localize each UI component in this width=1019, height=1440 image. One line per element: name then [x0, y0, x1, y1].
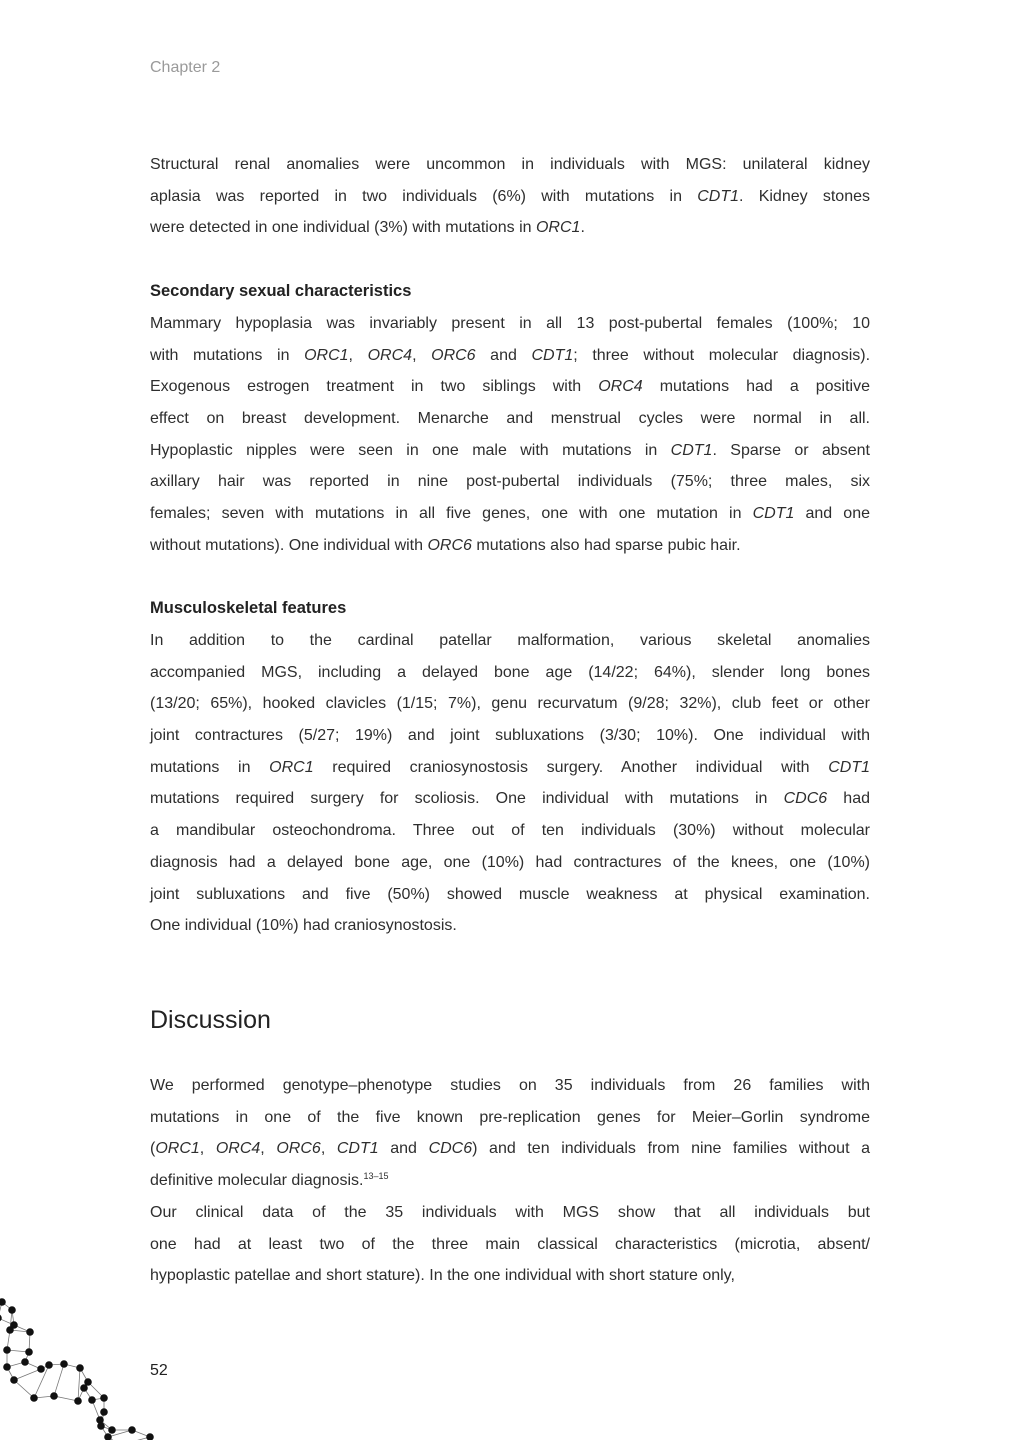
citation-reference: 13–15 — [363, 1171, 389, 1182]
gene-name: CDC6 — [783, 790, 828, 808]
text-line — [150, 403, 870, 435]
text-line — [150, 371, 870, 403]
text-run: mutations had a positive — [642, 378, 870, 396]
text-run: and one — [794, 505, 871, 523]
text-run: without mutations). One individual with — [150, 536, 428, 554]
text-run: Structural renal anomalies were uncommon in individuals with MGS: unilateral kidney — [150, 156, 870, 173]
page-number: 52 — [150, 1362, 168, 1379]
text-run: ) and ten individuals from nine families without a — [472, 1140, 871, 1158]
text-run: a mandibular osteochondroma. Three out of ten individuals (30%) without molecular — [150, 822, 870, 840]
text-run: hypoplastic patellae and short stature). In the one individual with short stature only, — [150, 1267, 735, 1285]
text-run: axillary hair was reported in nine post-pubertal individuals (75%; three males, six — [150, 473, 870, 491]
text-line — [150, 149, 870, 181]
text-line — [150, 1133, 870, 1165]
text-line — [150, 1197, 870, 1229]
paragraph-discussion-1 — [150, 1070, 870, 1197]
text-run: One individual (10%) had craniosynostosis. — [150, 917, 457, 935]
gene-name: CDT1 — [752, 505, 795, 523]
text-run: . Sparse or absent — [712, 441, 870, 459]
text-run: required craniosynostosis surgery. Another individual with — [313, 758, 829, 776]
paragraph-secondary-sexual — [150, 308, 870, 562]
text-run: one had at least two of the three main classical characteristics (microtia, absent/ — [150, 1235, 870, 1253]
text-run: ; three without molecular diagnosis). — [573, 346, 871, 364]
text-line — [150, 847, 870, 879]
text-run: mutations required surgery for scoliosis. One individual with mutations in — [150, 790, 784, 808]
gene-name: CDC6 — [428, 1140, 473, 1158]
gene-name: ORC1 — [269, 758, 314, 776]
text-run: Our clinical data of the 35 individuals with MGS show that all individuals but — [150, 1204, 870, 1221]
gene-name: ORC6 — [431, 346, 476, 364]
text-line — [150, 1229, 870, 1261]
text-run: joint contractures (5/27; 19%) and joint subluxations (3/30; 10%). One individual with — [150, 727, 870, 745]
text-run: , — [348, 346, 368, 364]
gene-name: ORC4 — [367, 346, 413, 364]
text-line — [150, 340, 870, 372]
text-run: definitive molecular diagnosis. — [150, 1172, 364, 1190]
text-line — [150, 1260, 870, 1292]
text-line — [150, 466, 870, 498]
gene-name: ORC6 — [427, 536, 472, 554]
text-run: Hypoplastic nipples were seen in one male with mutations in — [150, 441, 671, 459]
gene-name: ORC4 — [215, 1140, 261, 1158]
text-run: effect on breast development. Menarche and menstrual cycles were normal in all. — [150, 410, 870, 428]
gene-name: CDT1 — [336, 1140, 379, 1158]
heading-secondary-sexual: Secondary sexual characteristics — [150, 282, 412, 300]
text-run: . Kidney stones — [739, 187, 870, 205]
text-line — [150, 910, 870, 942]
gene-name: ORC6 — [276, 1140, 321, 1158]
heading-discussion: Discussion — [150, 1006, 271, 1034]
text-line — [150, 657, 870, 689]
text-line — [150, 530, 870, 562]
text-run: In addition to the cardinal patellar malformation, various skeletal anomalies — [150, 632, 870, 649]
text-line — [150, 625, 870, 657]
text-run: Mammary hypoplasia was invariably present in all 13 post-pubertal females (100%; 10 — [150, 315, 870, 332]
paragraph-discussion-2 — [150, 1197, 870, 1292]
text-run: aplasia was reported in two individuals (6%) with mutations in — [150, 187, 698, 205]
text-run: had — [827, 790, 871, 808]
text-line — [150, 688, 870, 720]
paragraph-renal — [150, 149, 870, 244]
text-run: We performed genotype–phenotype studies on 35 individuals from 26 families with — [150, 1077, 870, 1094]
text-run: (13/20; 65%), hooked clavicles (1/15; 7%), genu recurvatum (9/28; 32%), club feet or other — [150, 695, 870, 713]
text-line — [150, 815, 870, 847]
gene-name: ORC1 — [535, 219, 581, 237]
text-run: joint subluxations and five (50%) showed muscle weakness at physical examination. — [150, 885, 870, 903]
heading-musculoskeletal: Musculoskeletal features — [150, 599, 347, 617]
text-run: . — [580, 219, 585, 237]
text-line — [150, 498, 870, 530]
running-header: Chapter 2 — [150, 59, 221, 76]
text-line — [150, 308, 870, 340]
text-line — [150, 879, 870, 911]
gene-name: CDT1 — [670, 441, 713, 459]
text-run: and — [475, 346, 532, 364]
text-run: ( — [150, 1140, 156, 1158]
dna-helix-icon — [0, 1280, 170, 1440]
gene-name: CDT1 — [531, 346, 574, 364]
text-line — [150, 1070, 870, 1102]
text-run: diagnosis had a delayed bone age, one (10%) had contractures of the knees, one (10%) — [150, 853, 870, 871]
text-run: mutations also had sparse pubic hair. — [471, 536, 741, 554]
text-run: mutations in one of the five known pre-replication genes for Meier–Gorlin syndrome — [150, 1108, 870, 1126]
gene-name: CDT1 — [697, 187, 740, 205]
text-run: mutations in — [150, 758, 270, 776]
text-run: were detected in one individual (3%) with mutations in — [150, 219, 536, 237]
text-line — [150, 752, 870, 784]
text-run: , — [320, 1140, 337, 1158]
text-line — [150, 1102, 870, 1134]
gene-name: ORC1 — [304, 346, 349, 364]
gene-name: CDT1 — [828, 758, 870, 776]
text-run: , — [199, 1140, 216, 1158]
text-line — [150, 720, 870, 752]
paragraph-musculoskeletal — [150, 625, 870, 942]
text-run: , — [412, 346, 432, 364]
text-line — [150, 181, 870, 213]
text-line — [150, 435, 870, 467]
gene-name: ORC1 — [155, 1140, 200, 1158]
text-run: with mutations in — [150, 346, 305, 364]
text-run: Exogenous estrogen treatment in two siblings with — [150, 378, 599, 396]
gene-name: ORC4 — [598, 378, 643, 396]
text-line — [150, 1165, 870, 1197]
text-line — [150, 212, 870, 244]
text-run: and — [378, 1140, 429, 1158]
text-run: females; seven with mutations in all five genes, one with one mutation in — [150, 505, 753, 523]
text-run: accompanied MGS, including a delayed bone age (14/22; 64%), slender long bones — [150, 663, 870, 681]
text-run: , — [260, 1140, 277, 1158]
text-line — [150, 783, 870, 815]
